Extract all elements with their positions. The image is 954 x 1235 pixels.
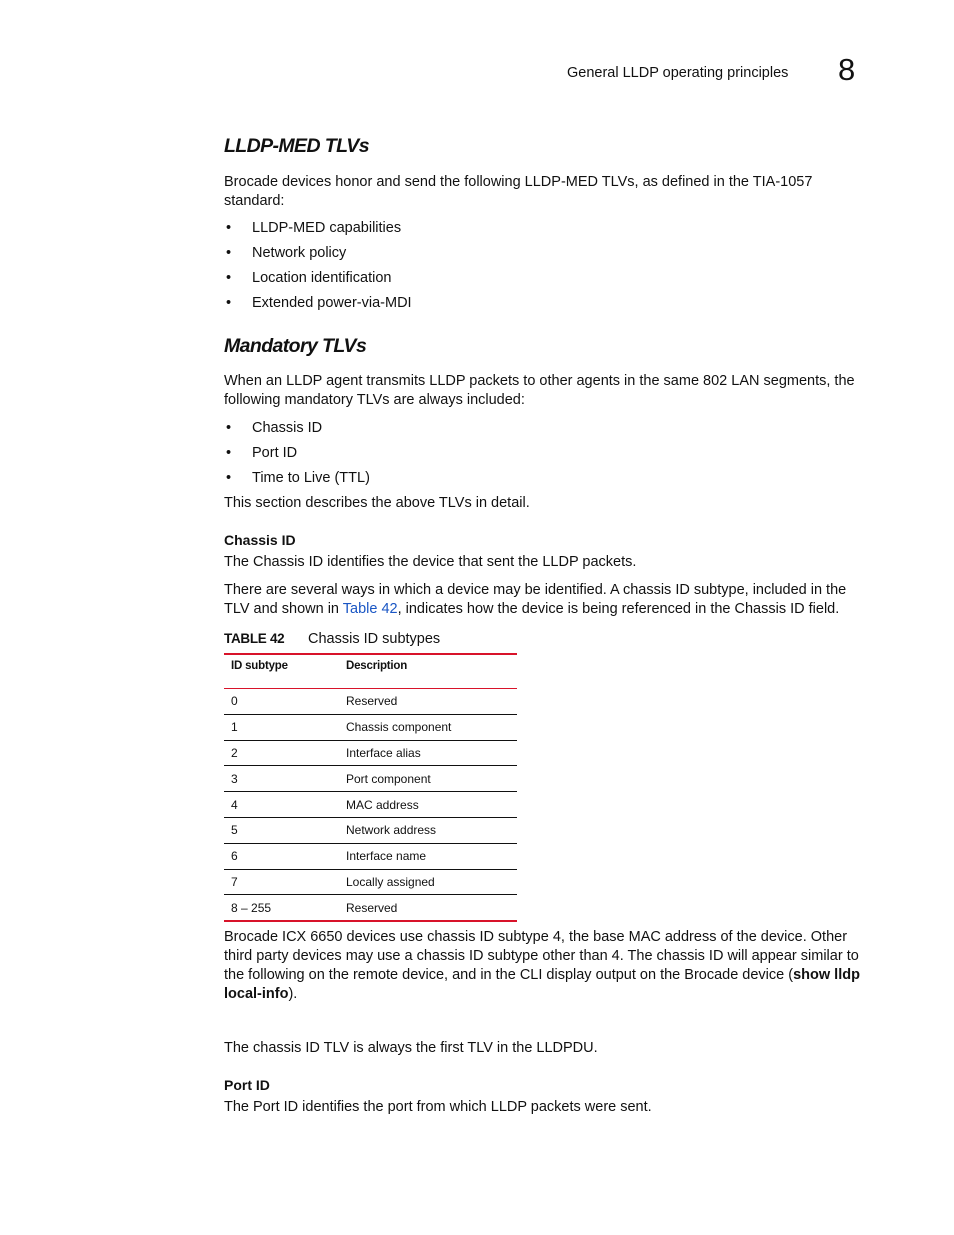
port-id-heading: Port ID [224, 1077, 270, 1093]
table-cell: Chassis component [346, 720, 452, 735]
bullet-icon: • [226, 470, 232, 486]
table-cell: 5 [231, 823, 238, 838]
table-title: Chassis ID subtypes [308, 631, 441, 647]
table-label: TABLE 42 [224, 631, 285, 646]
bullet-icon: • [226, 420, 232, 436]
bullet-icon: • [226, 220, 232, 236]
list-item: • Chassis ID [226, 420, 323, 436]
chassis-id-subtypes-table [224, 653, 517, 922]
table-cell: 1 [231, 720, 238, 735]
table-42-link[interactable]: Table 42 [342, 601, 398, 617]
list-item: • Network policy [226, 245, 347, 261]
table-row [224, 740, 517, 766]
column-header-description: Description [346, 660, 408, 672]
chapter-number: 8 [838, 52, 856, 87]
table-row [224, 869, 517, 895]
table-cell: 2 [231, 745, 238, 760]
table-cell: 0 [231, 694, 238, 709]
chassis-id-p3: Brocade ICX 6650 devices use chassis ID subtype 4, the base MAC address of the device. Other third party devices may use a chassis ID subtype other than 4. The chassis ID will appear similar to the following on the remote device, and in the CLI display output on the Brocade device (show lldp local-info). [224, 929, 860, 1002]
chassis-id-heading: Chassis ID [224, 532, 296, 548]
running-header-title: General LLDP operating principles [567, 65, 789, 81]
list-item: • Port ID [226, 445, 298, 461]
table-cell: Interface alias [346, 745, 421, 760]
chassis-id-p2: There are several ways in which a device may be identified. A chassis ID subtype, included in the TLV and shown in Table 42, indicates how the device is being referenced in the Chassis ID field. [224, 582, 847, 617]
table-row [224, 817, 517, 843]
table-cell: MAC address [346, 797, 419, 812]
mandatory-outro: This section describes the above TLVs in detail. [224, 495, 530, 511]
port-id-p1: The Port ID identifies the port from which LLDP packets were sent. [224, 1099, 652, 1115]
table-cell: 8 – 255 [231, 900, 272, 915]
table-row [224, 895, 517, 921]
table-cell: Interface name [346, 849, 427, 864]
chassis-id-p4: The chassis ID TLV is always the first TLV in the LLDPDU. [224, 1040, 598, 1056]
bullet-icon: • [226, 270, 232, 286]
lldp-med-heading: LLDP-MED TLVs [224, 135, 369, 157]
bullet-icon: • [226, 445, 232, 461]
bullet-icon: • [226, 245, 232, 261]
chassis-id-p1: The Chassis ID identifies the device that sent the LLDP packets. [224, 554, 637, 570]
table-cell: Port component [346, 771, 431, 786]
list-item: • Extended power-via-MDI [226, 295, 412, 311]
table-cell: Network address [346, 823, 437, 838]
bullet-icon: • [226, 295, 232, 311]
table-cell: 7 [231, 874, 238, 889]
table-row [224, 766, 517, 792]
lldp-med-intro: Brocade devices honor and send the following LLDP-MED TLVs, as defined in the TIA-1057 standard: [224, 174, 813, 209]
table-cell: 6 [231, 849, 238, 864]
mandatory-intro: When an LLDP agent transmits LLDP packets to other agents in the same 802 LAN segments, the following mandatory TLVs are always included: [224, 373, 855, 408]
list-item: • Time to Live (TTL) [226, 470, 370, 486]
list-item: • LLDP-MED capabilities [226, 220, 402, 236]
mandatory-heading: Mandatory TLVs [224, 335, 367, 357]
table-header-row [224, 654, 517, 689]
table-cell: Locally assigned [346, 874, 435, 889]
cli-command: show lldp local-info [224, 967, 860, 1002]
table-row [224, 689, 517, 715]
list-item: • Location identification [226, 270, 392, 286]
table-cell: 4 [231, 797, 238, 812]
table-row [224, 714, 517, 740]
table-caption [224, 631, 440, 647]
table-row [224, 792, 517, 818]
table-row [224, 843, 517, 869]
table-cell: Reserved [346, 694, 398, 709]
table-cell: 3 [231, 771, 238, 786]
table-cell: Reserved [346, 900, 398, 915]
column-header-id-subtype: ID subtype [231, 660, 288, 672]
